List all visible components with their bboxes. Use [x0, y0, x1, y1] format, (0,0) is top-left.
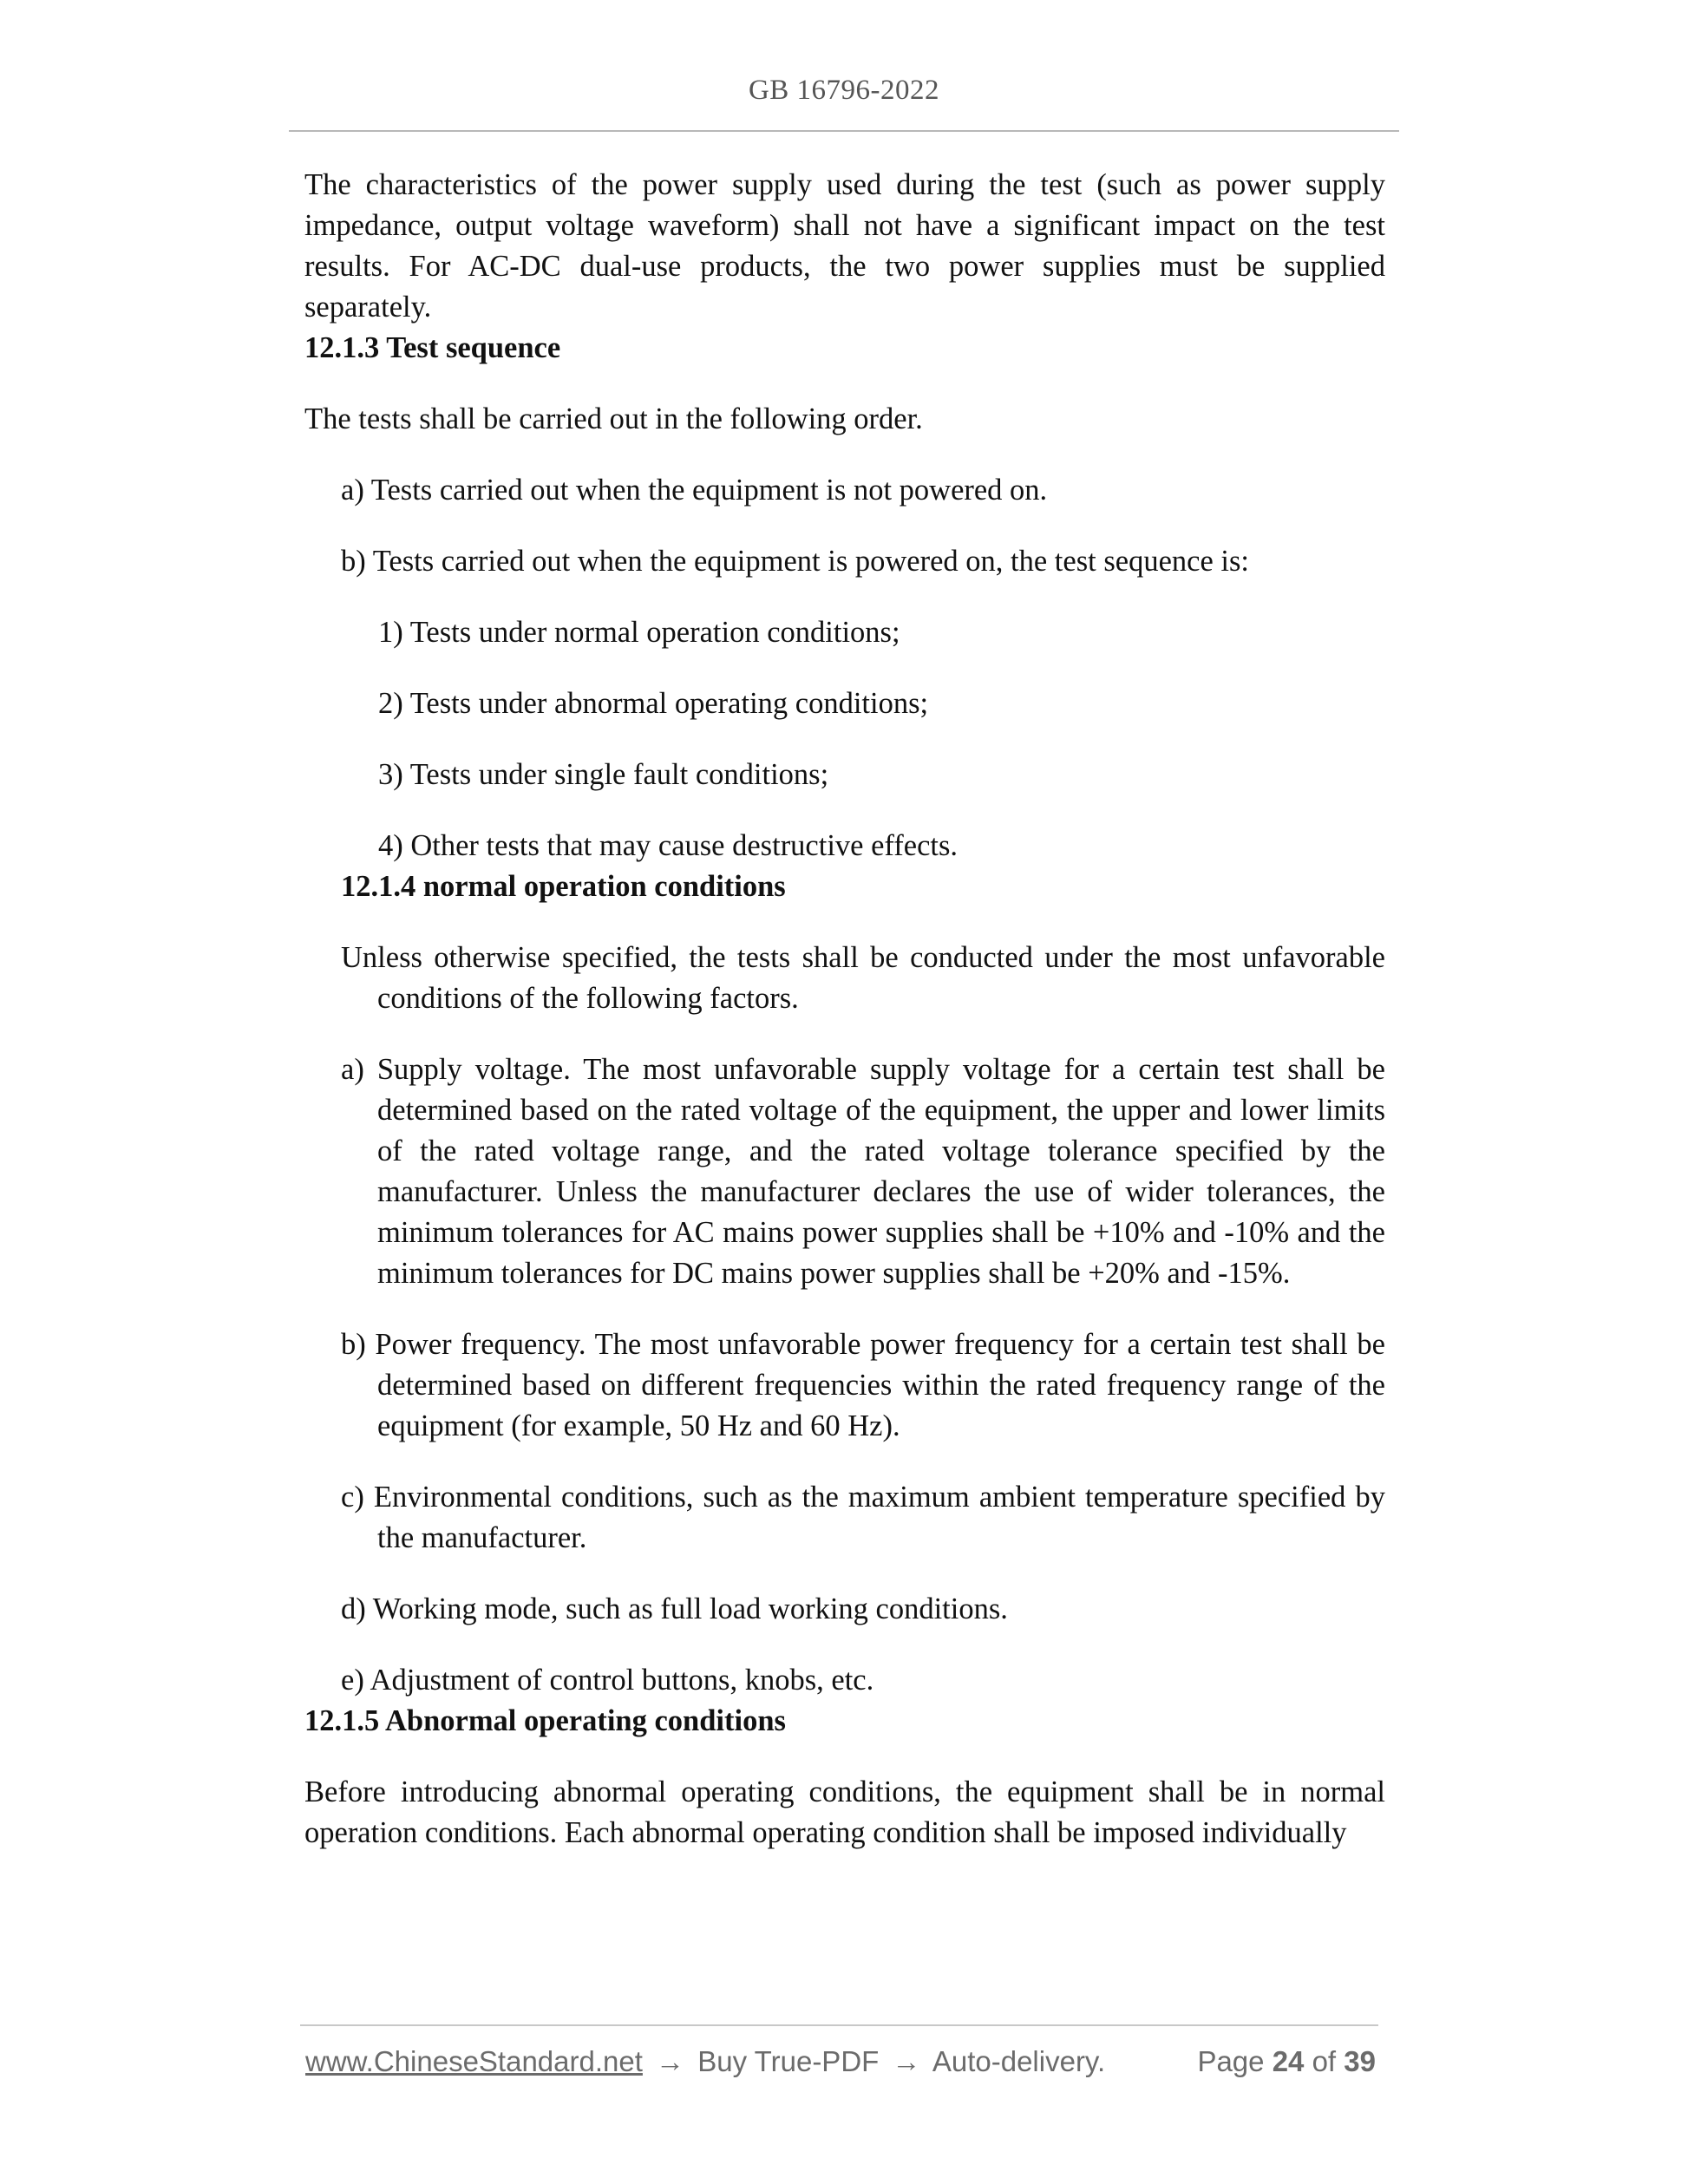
page-indicator [1197, 2045, 1376, 2078]
page-number: 24 [1272, 2045, 1305, 2077]
condition-item-d: d) Working mode, such as full load working conditions. [341, 1592, 1008, 1625]
page-footer [305, 2045, 1381, 2083]
condition-item-c: c) Environmental conditions, such as the maximum ambient temperature specified by the manufacturer. [341, 1481, 1385, 1554]
site-link[interactable]: www.ChineseStandard.net [305, 2045, 643, 2077]
sub-list-item-1: 1) Tests under normal operation conditions; [378, 616, 900, 649]
list-item-a: a) Tests carried out when the equipment is not powered on. [341, 474, 1048, 507]
section-lead-12-1-4: Unless otherwise specified, the tests shall be conducted under the most unfavorable conditions of the following factors. [341, 941, 1385, 1015]
footer-promo [305, 2045, 1105, 2078]
of-label: of [1312, 2045, 1337, 2077]
total-pages: 39 [1344, 2045, 1376, 2077]
auto-delivery-text: Auto-delivery. [932, 2045, 1106, 2077]
sub-list-item-3: 3) Tests under single fault conditions; [378, 758, 829, 791]
page-label: Page [1197, 2045, 1265, 2077]
list-item-b: b) Tests carried out when the equipment is powered on, the test sequence is: [341, 545, 1249, 578]
section-heading-12-1-5: 12.1.5 Abnormal operating conditions [304, 1704, 786, 1737]
section-heading-12-1-3: 12.1.3 Test sequence [304, 331, 561, 364]
header-divider [289, 130, 1399, 132]
section-lead-12-1-5: Before introducing abnormal operating conditions, the equipment shall be in normal operation conditions. Each abnormal operating condition shall be imposed individually [304, 1775, 1385, 1849]
condition-item-b: b) Power frequency. The most unfavorable power frequency for a certain test shall be determined based on different frequencies within the rated frequency range of the equipment (for example, 50 Hz and 60 Hz). [341, 1328, 1385, 1442]
intro-paragraph: The characteristics of the power supply used during the test (such as power supply impedance, output voltage waveform) shall not have a significant impact on the test results. For AC-DC dual-use products, the two power supplies must be supplied separately. [304, 168, 1385, 324]
footer-divider [300, 2024, 1378, 2026]
arrow-right-icon: → [656, 2045, 685, 2077]
section-heading-12-1-4: 12.1.4 normal operation conditions [341, 870, 786, 903]
document-body [304, 165, 1385, 1854]
section-lead-12-1-3: The tests shall be carried out in the following order. [304, 402, 923, 435]
sub-list-item-4: 4) Other tests that may cause destructive effects. [378, 829, 958, 862]
document-id-header: GB 16796-2022 [748, 75, 940, 106]
buy-true-pdf-text: Buy True-PDF [697, 2045, 880, 2077]
sub-list-item-2: 2) Tests under abnormal operating conditions; [378, 687, 929, 720]
arrow-right-icon: → [892, 2045, 921, 2077]
condition-item-e: e) Adjustment of control buttons, knobs, etc. [341, 1664, 874, 1697]
condition-item-a: a) Supply voltage. The most unfavorable supply voltage for a certain test shall be determined based on the rated voltage of the equipment, the upper and lower limits of the rated voltage range, and the rated voltage tolerance specified by the manufacturer. Unless the manufacturer declares the use of wider tolerances, the minimum tolerances for AC mains power supplies shall be +10% and -10% and the minimum tolerances for DC mains power supplies shall be +20% and -15%. [341, 1053, 1385, 1290]
